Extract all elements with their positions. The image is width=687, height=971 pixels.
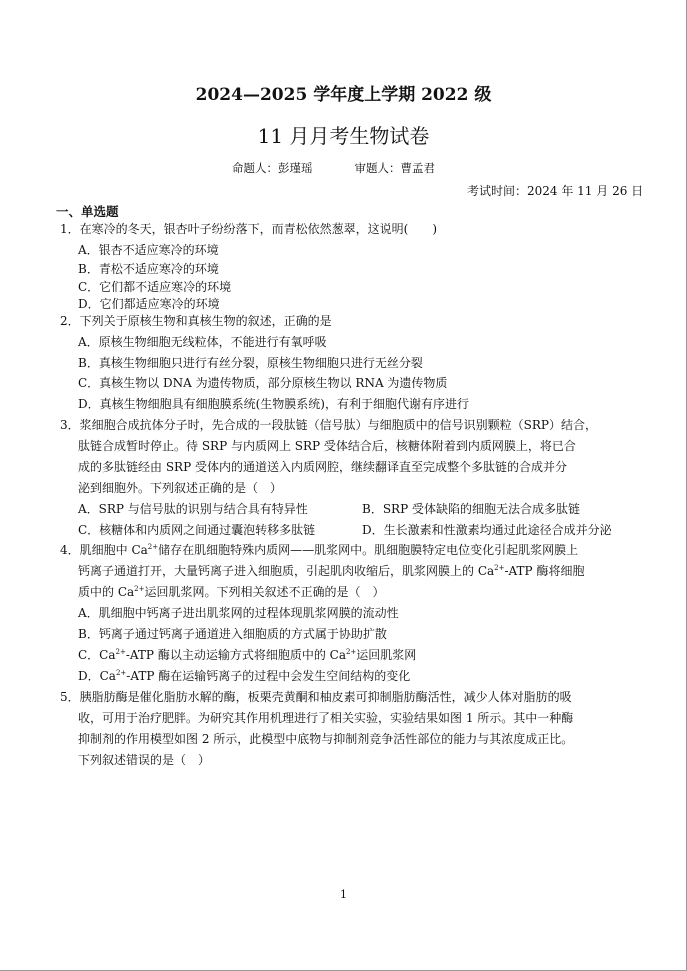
question-3-line3: 成的多肽链经由 SRP 受体内的通道送入内质网腔，继续翻译直至完成整个多肽链的合成并分 bbox=[78, 460, 567, 474]
q3-option-c: C．核糖体和内质网之间通过囊泡转移多肽链 bbox=[78, 523, 316, 537]
question-3-line4: 泌到细胞外。下列叙述正确的是（ ） bbox=[78, 481, 283, 495]
reviewer: 审题人：曹孟君 bbox=[354, 161, 435, 175]
question-5-line3: 抑制剂的作用模型如图 2 所示，此模型中底物与抑制剂竞争活性部位的能力与其浓度成正比。 bbox=[78, 732, 574, 746]
question-3-line1: 3．浆细胞合成抗体分子时，先合成的一段肽链（信号肽）与细胞质中的信号识别颗粒（SRP）结合， bbox=[60, 418, 597, 432]
page-number: 1 bbox=[340, 888, 347, 901]
q4-option-a: A．肌细胞中钙离子进出肌浆网的过程体现肌浆网膜的流动性 bbox=[78, 606, 399, 620]
question-5-line2: 收，可用于治疗肥胖。为研究其作用机理进行了相关实验，实验结果如图 1 所示。其中一种酶 bbox=[78, 711, 574, 725]
question-1-stem: 1．在寒冷的冬天，银杏叶子纷纷落下，而青松依然葱翠，这说明( ) bbox=[60, 222, 438, 236]
question-3-line2: 肽链合成暂时停止。待 SRP 与内质网上 SRP 受体结合后，核糖体附着到内质网膜上，将已合 bbox=[78, 439, 576, 453]
question-2-stem: 2．下列关于原核生物和真核生物的叙述，正确的是 bbox=[60, 314, 332, 328]
q4-option-c: C．$Ca^{2+}$-ATP 酶以主动运输方式将细胞质中的 $Ca^{2+}$运回肌浆网 bbox=[78, 648, 417, 662]
q4-option-b: B．钙离子通过钙离子通道进入细胞质的方式属于协助扩散 bbox=[78, 627, 387, 641]
q3-option-d: D．生长激素和性激素均通过此途径合成并分泌 bbox=[362, 523, 612, 537]
exam-title-line1: 2024—2025 学年度上学期 2022 级 bbox=[195, 85, 492, 105]
q1-option-b: B．青松不适应寒冷的环境 bbox=[78, 262, 219, 276]
section-title: 一、单选题 bbox=[56, 204, 119, 219]
q2-option-c: C．真核生物以 DNA 为遗传物质，部分原核生物以 RNA 为遗传物质 bbox=[78, 376, 448, 390]
q2-option-a: A．原核生物细胞无线粒体，不能进行有氧呼吸 bbox=[78, 335, 327, 349]
question-5-line1: 5．胰脂肪酶是催化脂肪水解的酶，板栗壳黄酮和柚皮素可抑制脂肪酶活性，减少人体对脂肪的吸 bbox=[60, 690, 572, 704]
q2-option-b: B．真核生物细胞只进行有丝分裂，原核生物细胞只进行无丝分裂 bbox=[78, 356, 423, 370]
q3-option-b: B．SRP 受体缺陷的细胞无法合成多肽链 bbox=[362, 502, 580, 516]
setter: 命题人：彭瑾瑶 bbox=[232, 161, 313, 175]
q1-option-d: D．它们都适应寒冷的环境 bbox=[78, 297, 220, 311]
question-4-line3: 质中的 $Ca^{2+}$运回肌浆网。下列相关叙述不正确的是（ ） bbox=[78, 585, 385, 599]
question-4-line1: 4．肌细胞中 $Ca^{2+}$储存在肌细胞特殊内质网——肌浆网中。肌细胞膜特定电位变化引起肌浆网膜上 bbox=[60, 543, 579, 557]
q2-option-d: D．真核生物细胞具有细胞膜系统(生物膜系统)，有利于细胞代谢有序进行 bbox=[78, 397, 469, 411]
exam-time: 考试时间：2024 年 11 月 26 日 bbox=[467, 184, 644, 198]
q3-option-a: A．SRP 与信号肽的识别与结合具有特异性 bbox=[78, 502, 308, 516]
question-4-line2: 钙离子通道打开，大量钙离子进入细胞质，引起肌肉收缩后，肌浆网膜上的 $Ca^{2+}$-ATP 酶将细胞 bbox=[78, 564, 585, 578]
exam-title-line2: 11 月月考生物试卷 bbox=[257, 124, 430, 148]
authors-line bbox=[232, 160, 435, 176]
q4-option-d: D．$Ca^{2+}$-ATP 酶在运输钙离子的过程中会发生空间结构的变化 bbox=[78, 669, 411, 683]
q1-option-c: C．它们都不适应寒冷的环境 bbox=[78, 280, 232, 294]
q1-option-a: A．银杏不适应寒冷的环境 bbox=[78, 243, 219, 257]
question-5-line4: 下列叙述错误的是（ ） bbox=[78, 753, 211, 767]
